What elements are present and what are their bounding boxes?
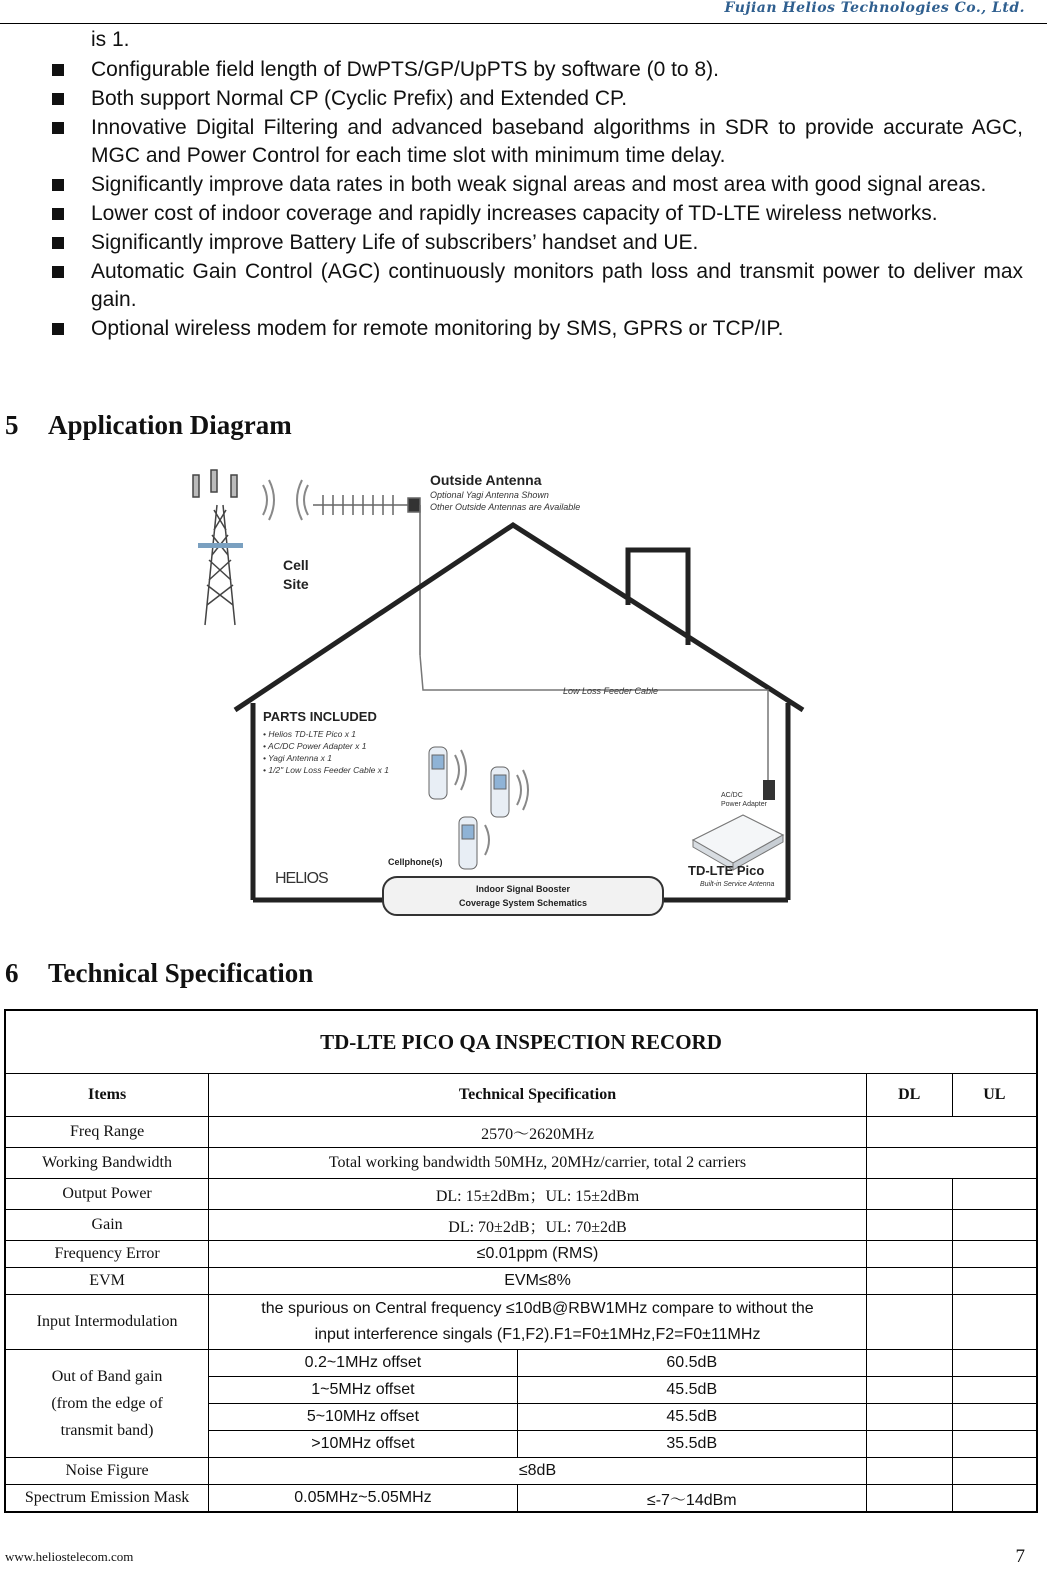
table-header-row xyxy=(5,1074,1037,1117)
table-row: Output Power DL: 15±2dBm；UL: 15±2dBm xyxy=(5,1179,1037,1210)
power-adapter-icon xyxy=(763,780,775,800)
table-row: Out of Band gain (from the edge of transmit band) 0.2~1MHz offset 60.5dB xyxy=(5,1350,1037,1377)
yagi-antenna-icon xyxy=(313,495,420,655)
table-row: Working Bandwidth Total working bandwidth 50MHz, 20MHz/carrier, total 2 carriers xyxy=(5,1148,1037,1179)
bullet-item: Configurable field length of DwPTS/GP/UpPTS by software (0 to 8). xyxy=(48,56,1023,84)
outside-antenna-note2: Other Outside Antennas are Available xyxy=(430,502,581,512)
section-5-heading: 5 Application Diagram xyxy=(5,410,292,440)
cellphone-icon xyxy=(429,747,509,869)
bullet-square-icon xyxy=(52,323,64,335)
bullet-item: Significantly improve data rates in both weak signal areas and most area with good signal areas. xyxy=(48,171,1023,199)
signal-waves-icon xyxy=(263,480,308,520)
outside-antenna-title: Outside Antenna xyxy=(430,472,542,488)
bullet-square-icon xyxy=(52,179,64,191)
feature-list xyxy=(48,56,1023,344)
header-items: Items xyxy=(5,1074,209,1117)
cell-tower-icon xyxy=(193,470,243,625)
parts-item: • 1/2" Low Loss Feeder Cable x 1 xyxy=(263,765,390,775)
pico-title: TD-LTE Pico xyxy=(688,863,765,878)
parts-title: PARTS INCLUDED xyxy=(263,709,377,724)
bullet-square-icon xyxy=(52,237,64,249)
bullet-square-icon xyxy=(52,266,64,278)
page-number: 7 xyxy=(1015,1546,1025,1567)
parts-item: • Helios TD-LTE Pico x 1 xyxy=(263,729,357,739)
feeder-cable-line xyxy=(420,655,768,795)
section-6-heading: 6 Technical Specification xyxy=(5,958,314,988)
header-rule xyxy=(0,23,1047,24)
footer-website: www.heliostelecom.com xyxy=(5,1549,134,1564)
cell-site-label-1: Cell xyxy=(283,557,309,573)
parts-item: • Yagi Antenna x 1 xyxy=(263,753,332,763)
bullet-item: Both support Normal CP (Cyclic Prefix) and Extended CP. xyxy=(48,85,1023,113)
table-row: Frequency Error ≤0.01ppm (RMS) xyxy=(5,1241,1037,1268)
table-row: 1~5MHz offset 45.5dB xyxy=(5,1377,1037,1404)
bullet-square-icon xyxy=(52,208,64,220)
bullet-item: Automatic Gain Control (AGC) continuously monitors path loss and transmit power to deliver max gain. xyxy=(48,258,1023,314)
bullet-item: Innovative Digital Filtering and advanced baseband algorithms in SDR to provide accurate AGC, MGC and Power Control for each time slot with minimum time delay. xyxy=(48,114,1023,170)
table-row: Spectrum Emission Mask 0.05MHz~5.05MHz ≤-7～14dBm xyxy=(5,1485,1037,1513)
pico-device-icon xyxy=(693,815,783,870)
continuation-text: is 1. xyxy=(91,28,130,51)
bullet-square-icon xyxy=(52,122,64,134)
bullet-square-icon xyxy=(52,93,64,105)
booster-caption-2: Coverage System Schematics xyxy=(458,898,588,908)
pico-subtitle: Built-in Service Antenna xyxy=(700,881,775,888)
header-company: Fujian Helios Technologies Co., Ltd. xyxy=(724,0,1025,16)
cell-site-label-2: Site xyxy=(283,576,309,592)
header-spec: Technical Specification xyxy=(209,1074,867,1117)
feeder-cable-label: Low Loss Feeder Cable xyxy=(563,686,659,696)
table-row: Freq Range 2570～2620MHz xyxy=(5,1117,1037,1148)
header-ul: UL xyxy=(952,1074,1037,1117)
booster-caption-1: Indoor Signal Booster xyxy=(475,884,571,894)
application-diagram xyxy=(183,465,813,920)
table-row: Noise Figure ≤8dB xyxy=(5,1458,1037,1485)
adapter-label-2: Power Adapter xyxy=(721,801,767,808)
table-row: EVM EVM≤8% xyxy=(5,1268,1037,1295)
bullet-item: Optional wireless modem for remote monitoring by SMS, GPRS or TCP/IP. xyxy=(48,315,1023,343)
helios-logo: HELIOS xyxy=(275,870,328,887)
table-row: Gain DL: 70±2dB；UL: 70±2dB xyxy=(5,1210,1037,1241)
table-title: TD-LTE PICO QA INSPECTION RECORD xyxy=(5,1010,1037,1074)
parts-item: • AC/DC Power Adapter x 1 xyxy=(263,741,367,751)
booster-caption-box xyxy=(383,877,663,915)
bullet-item: Significantly improve Battery Life of subscribers’ handset and UE. xyxy=(48,229,1023,257)
table-row: 5~10MHz offset 45.5dB xyxy=(5,1404,1037,1431)
table-row: >10MHz offset 35.5dB xyxy=(5,1431,1037,1458)
header-dl: DL xyxy=(866,1074,952,1117)
table-row: Input Intermodulation the spurious on Central frequency ≤10dB@RBW1MHz compare to without the input interference singals (F1,F2).F1=F0±1MHz,F2=F0±11MHz xyxy=(5,1295,1037,1350)
spec-table xyxy=(4,1009,1038,1513)
adapter-label-1: AC/DC xyxy=(721,792,743,799)
outside-antenna-note1: Optional Yagi Antenna Shown xyxy=(430,490,549,500)
bullet-item: Lower cost of indoor coverage and rapidly increases capacity of TD-LTE wireless networks. xyxy=(48,200,1023,228)
bullet-square-icon xyxy=(52,64,64,76)
cellphones-label: Cellphone(s) xyxy=(388,857,443,867)
